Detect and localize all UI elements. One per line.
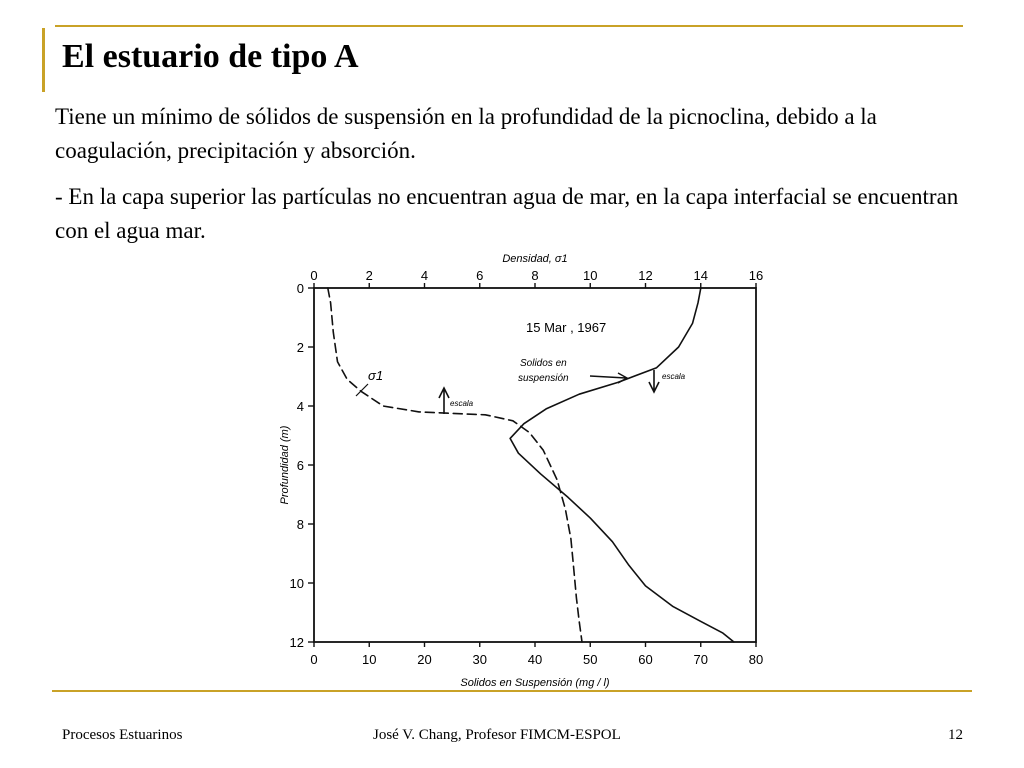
title-accent-bar — [42, 28, 45, 92]
paragraph-2: - En la capa superior las partículas no encuentran agua de mar, en la capa interfacial se encuentran con el agua mar. — [55, 184, 959, 243]
solids-axis-label: Solidos en Suspensión (mg / l) — [460, 677, 610, 689]
profile-chart — [268, 246, 780, 690]
depth-axis-label: Profundidad (m) — [279, 425, 291, 505]
right-arrow-icon — [590, 373, 627, 383]
solids-curve — [510, 288, 734, 642]
footer-author: José V. Chang, Profesor FIMCM-ESPOL — [373, 727, 621, 743]
solids-tick-label: 10 — [362, 652, 377, 667]
density-tick-label: 2 — [365, 268, 373, 283]
depth-tick-label: 6 — [296, 458, 304, 473]
footer-course: Procesos Estuarinos — [62, 727, 183, 743]
density-tick-label: 6 — [476, 268, 484, 283]
plot-frame — [314, 288, 756, 642]
sigma-curve-label: σ1 — [368, 368, 384, 383]
solids-tick-label: 30 — [472, 652, 487, 667]
up-arrow-icon — [439, 388, 449, 414]
density-tick-label: 14 — [693, 268, 708, 283]
sigma-scale-label: escala — [450, 399, 474, 408]
paragraph-1: Tiene un mínimo de sólidos de suspensión en la profundidad de la picnoclina, debido a la coagulación, precipitación y absorción. — [55, 104, 877, 163]
solids-curve-label: suspensión — [518, 373, 569, 384]
density-tick-label: 12 — [638, 268, 653, 283]
depth-tick-label: 8 — [296, 517, 304, 532]
solids-tick-label: 70 — [693, 652, 708, 667]
solids-tick-label: 40 — [527, 652, 543, 667]
depth-tick-label: 2 — [296, 340, 304, 355]
density-axis-label: Densidad, σ1 — [502, 253, 568, 265]
density-tick-label: 4 — [420, 268, 429, 283]
solids-tick-label: 60 — [638, 652, 653, 667]
top-rule — [55, 25, 963, 27]
density-tick-label: 0 — [310, 268, 318, 283]
solids-tick-label: 0 — [310, 652, 318, 667]
estuary-figure — [268, 246, 780, 690]
page-number: 12 — [948, 727, 963, 743]
density-tick-label: 16 — [748, 268, 764, 283]
depth-tick-label: 4 — [296, 399, 304, 414]
solids-tick-label: 50 — [583, 652, 598, 667]
bottom-rule — [52, 690, 972, 692]
date-annotation: 15 Mar , 1967 — [526, 320, 607, 335]
density-curve — [328, 288, 582, 642]
slide-title: El estuario de tipo A — [62, 38, 359, 75]
depth-tick-label: 10 — [289, 576, 304, 591]
solids-tick-label: 80 — [748, 652, 764, 667]
depth-tick-label: 12 — [289, 635, 304, 650]
solids-tick-label: 20 — [417, 652, 432, 667]
density-tick-label: 8 — [531, 268, 539, 283]
down-arrow-icon — [649, 370, 659, 392]
density-tick-label: 10 — [583, 268, 598, 283]
solids-scale-label: escala — [662, 372, 686, 381]
solids-curve-label: Solidos en — [520, 358, 567, 369]
depth-tick-label: 0 — [296, 281, 304, 296]
